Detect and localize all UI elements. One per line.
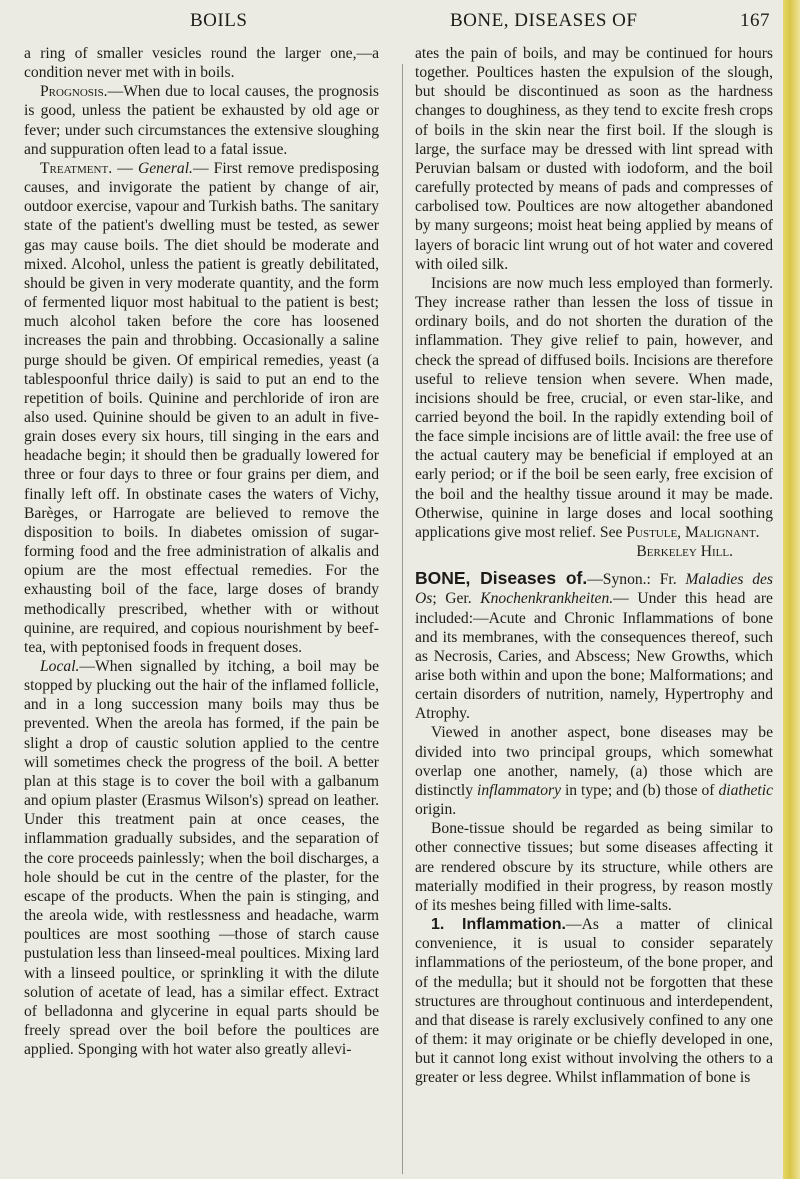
header-left: BOILS [190,10,248,31]
paragraph-local [24,657,379,1059]
german-label: ; Ger. [432,590,472,608]
emphasis-term: diathetic [718,781,774,799]
section-label-prognosis: Prognosis. [40,83,108,101]
section-title-inflammation: 1. Inflammation. [431,916,567,934]
paragraph: Bone-tissue should be regarded as being similar to other connective tissues; but some diseases affecting it are rendered obscure by its structure, while others are materially modified in their progress, by reason mostly of its meshes being filled with lime-salts. [415,820,773,914]
paragraph-text: — First remove predisposing causes, and invigorate the patient by change of air, outdoor exercise, vapour and Turkish baths. The sanitary state of the patient's dwelling must be tested, as sewer gas may cause boils. The diet should be moderate and mixed. Alcohol, unless the patient is greatly debilitated, should be given in very moderate quantity, and the form of fermented liquor most habitual to the patient is best; much alcohol taken before the core has loosened increases the pain and throbbing. Occasionally a saline purge should be given. Of empirical remedies, yeast (a tablespoonful thrice daily) is said to put an end to the repetition of boils. Quinine and perchloride of iron are also used. Quinine should be given to an adult in five-grain doses every six hours, till singing in the ears and headache begin; it should then be gradually lowered for three or four days to three or four grains per diem, and finally left off. In obstinate cases the waters of Vichy, Barèges, or Harrogate are believed to remove the disposition to boils. In diabetes omission of sugar-forming food and the free administration of alkalis and opium are the most effectual remedies. For the exhausting boil of the face, large doses of brandy methodically prescribed, whether with or without quinine, are required, and copious nourishment by beef-tea, with peptonised foods in frequent doses. [24,159,379,656]
paragraph-text: in type; and (b) those of [564,781,715,799]
paragraph-text: —When signalled by itching, a boil may be stopped by plucking out the hair of the inflamed follicle, and in a long succession many boils may thus be prevented. When the areola has formed, if the pain be slight a drop of caustic solution applied to the centre will sometimes check the progress of the boil. A better plan at this stage is to cover the boil with a galbanum and opium plaster (Erasmus Wilson's) spread on leather. Under this treatment pain at once ceases, the inflammation gradually subsides, and the separation of the core proceeds painlessly; when the boil discharges, a hole should be cut in the centre of the plaster, for the escape of the products. When the pain is stinging, and the areola wide, with restlessness and headache, warm poultices are most soothing —those of starch cause pustulation less than linseed-meal poultices. Mixing lard with a linseed poultice, or sprinkling it with the dilute solution of acetate of lead, has a similar effect. Extract of belladonna and glycerine in equal parts should be freely spread over the boil before the poultices are applied. Sponging with hot water also greatly allevi- [24,658,379,1059]
synonym-label: —Synon.: [587,571,651,589]
paragraph: a ring of smaller vesicles round the larger one,—a condition never met with in boils. [24,45,379,82]
paragraph: ates the pain of boils, and may be continued for hours together. Poultices hasten the expulsion of the slough, but should be discontinued as soon as the hardness changes to doughiness, as they tend to excite fresh crops of boils in the skin near the first boil. If the slough is large, the surface may be dressed with lint spread with Peruvian balsam or dusted with iodoform, and the boil carefully protected by means of pads and compresses of carbolised tow. Poultices are now altogether abandoned by many surgeons; moist heat being applied by means of layers of boracic lint wrung out of hot water and covered with oiled silk. [415,45,773,273]
page-number: 167 [740,10,770,31]
emphasis-term: inflammatory [476,781,562,799]
section-label-treatment: Treatment. [40,159,113,177]
running-header [40,10,780,38]
entry-bone-diseases [415,569,773,723]
entry-title: BONE, Diseases of. [415,568,588,589]
paragraph-text: Viewed in another aspect, bone diseases may be divided into two principal groups, which somewhat overlap one another, namely, (a) those which are distinctly [415,724,773,799]
paragraph-text: origin. [415,801,457,819]
german-term: Knochenkrankheiten. [480,590,614,608]
page-edge [783,0,800,1179]
paragraph-text: Incisions are now much less employed than formerly. They increase rather than lessen the loss of tissue in ordinary boils, and do not shorten the duration of the inflammation. They give relief to pain, however, and check the spread of diffused boils. Incisions are therefore useful to relieve tension when severe. When made, incisions should be free, crucial, or even star-like, and carried beyond the boil. In the rapidly extending boil of the face simple incisions are of little avail: the free use of the actual cautery may be beneficial if employed at an early period; or if the boil be seen early, free excision of the boil and the healthy tissue around it may be made. Otherwise, quinine in large doses and local soothing applications give most relief. See [415,274,773,541]
subsection-label-general: General. [137,159,193,177]
paragraph-text: —When due to local causes, the prognosis is good, unless the patient be exhausted by old age or fever; under such circumstances the extensive sloughing and suppuration often lead to a fatal issue. [24,83,379,158]
paragraph-prognosis [24,82,379,159]
column-divider [402,64,403,1174]
subsection-label-local: Local. [40,658,80,675]
header-right: BONE, DISEASES OF [450,10,638,31]
paragraph-treatment: Treatment. — General.— First remove predisposing causes, and invigorate the patient by change of air, outdoor exercise, vapour and Turkish baths. The sanitary state of the patient's dwelling must be tested, as sewer gas may cause boils. The diet should be moderate and mixed. Alcohol, unless the patient is greatly debilitated, should be given in very moderate quantity, and the form of fermented liquor most habitual to the patient is best; much alcohol taken before the core has loosened increases the pain and throbbing. Occasionally a saline purge should be given. Of empirical remedies, yeast (a tablespoonful thrice daily) is said to put an end to the repetition of boils. Quinine and perchloride of iron are also used. Quinine should be given to an adult in five-grain doses every six hours, till singing in the ears and headache begin; it should then be gradually lowered for three or four days to three or four grains per diem, and finally left off. In obstinate cases the waters of Vichy, Barèges, or Harrogate are believed to remove the disposition to boils. In diabetes omission of sugar-forming food and the free administration of alkalis and opium are the most effectual remedies. For the exhausting boil of the face, large doses of brandy methodically prescribed, whether with or without quinine, are required, and copious nourishment by beef-tea, with peptonised foods in frequent doses. [24,159,379,656]
right-column [415,44,773,1087]
paragraph-text: — Under this head are included:—Acute and Chronic Inflammations of bone and its membranes, with the consequences thereof, such as Necrosis, Caries, and Abscess; New Growths, which arise both within and upon the bone; Malformations; and certain disorders of nutrition, namely, Hypertrophy and Atrophy. [415,590,773,723]
cross-reference: Pustule, Malignant. [626,523,760,541]
paragraph-aspect [415,723,773,819]
author-signature: Berkeley Hill. [636,543,733,561]
french-label: Fr. [659,571,677,589]
section-inflammation [415,915,773,1087]
french-term: Maladies des Os [415,571,773,608]
left-column [24,44,379,1059]
paragraph-incisions [415,274,773,542]
paragraph-text: —As a matter of clinical convenience, it is usual to consider separately inflammations of the periosteum, of the bone proper, and of the medulla; but it should not be forgotten that these structures are throughout continuous and interdependent, and that disease is rarely exclusively confined to any one of them: it may originate or be chiefly developed in one, but it cannot long exist without involving the others to a greater or less degree. Whilst inflammation of bone is [415,916,774,1087]
